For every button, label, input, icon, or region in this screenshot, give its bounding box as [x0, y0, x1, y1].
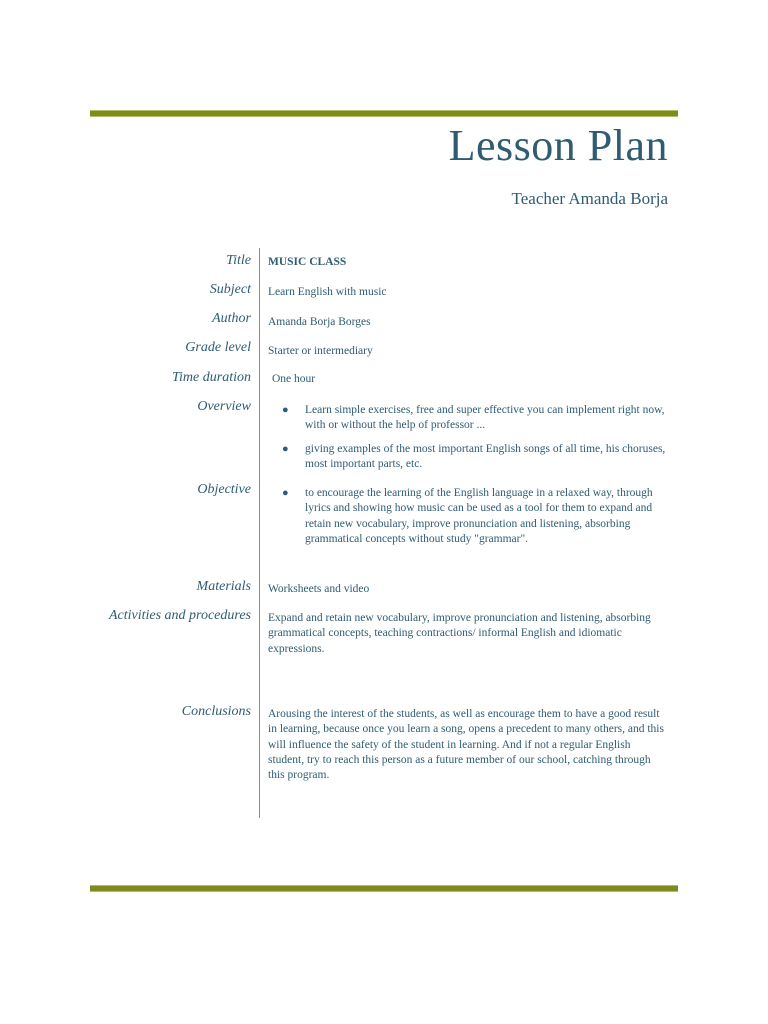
label-overview: Overview — [197, 399, 251, 414]
bullet-icon: ● — [282, 442, 289, 455]
list-item — [268, 403, 668, 434]
label-activities: Activities and procedures — [108, 608, 251, 623]
label-author: Author — [212, 311, 251, 326]
label-materials: Materials — [196, 579, 251, 594]
list-item-text: giving examples of the most important English songs of all time, his choruses, most important parts, etc. — [305, 442, 666, 470]
objective-list — [268, 486, 668, 555]
list-item-text: to encourage the learning of the English language in a relaxed way, through lyrics and showing how music can be used as a tool for them to expand and retain new vocabulary, improve pronunciation and listening, absorbing grammatical concepts without study "grammar". — [305, 487, 653, 545]
column-divider — [259, 248, 260, 818]
list-item — [268, 442, 668, 473]
value-grade-level: Starter or intermediary — [268, 345, 373, 357]
value-title: MUSIC CLASS — [268, 256, 347, 268]
bullet-icon: ● — [282, 487, 289, 499]
label-title: Title — [226, 253, 251, 268]
label-time-duration: Time duration — [172, 370, 251, 385]
label-subject: Subject — [209, 282, 251, 297]
document-subtitle: Teacher Amanda Borja — [511, 189, 668, 208]
value-materials: Worksheets and video — [268, 583, 370, 595]
list-item — [268, 486, 668, 547]
document-title: Lesson Plan — [448, 121, 668, 170]
label-grade-level: Grade level — [185, 340, 251, 355]
overview-list — [268, 403, 668, 480]
value-conclusions: Arousing the interest of the students, as well as encourage them to have a good result in learning, because once you learn a song, opens a precedent to many others, and this will influence the safety of the student in learning. And if not a regular English student, try to reach this person as a future member of our school, catching through this program. — [268, 708, 664, 782]
bullet-icon: ● — [282, 404, 289, 416]
value-time-duration: One hour — [272, 373, 316, 385]
value-subject: Learn English with music — [268, 286, 387, 298]
list-item-text: Learn simple exercises, free and super effective you can implement right now, with or without the help of professor ... — [305, 404, 665, 432]
label-objective: Objective — [197, 482, 251, 497]
value-author: Amanda Borja Borges — [268, 316, 371, 328]
bottom-rule — [90, 885, 678, 892]
value-activities: Expand and retain new vocabulary, improve pronunciation and listening, absorbing grammatical concepts, teaching contractions/ informal English and idiomatic expressions. — [268, 612, 651, 655]
label-conclusions: Conclusions — [181, 704, 251, 719]
top-rule — [90, 110, 678, 117]
